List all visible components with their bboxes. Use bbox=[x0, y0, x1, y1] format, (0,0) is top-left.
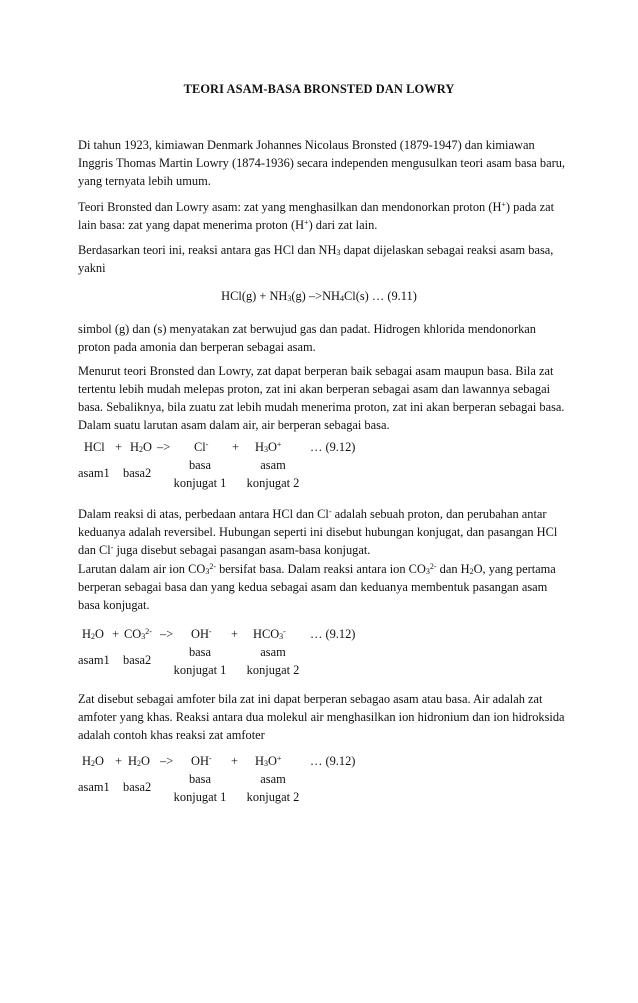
label-asam1: asam1 bbox=[78, 653, 110, 667]
product-2: $H_3O^+$ bbox=[255, 440, 282, 454]
paragraph-amphoteric-roles: Menurut teori Bronsted dan Lowry, zat dapat berperan baik sebagai asam maupun basa. Bila zat tertentu lebih mudah melepas proton, zat ini akan berperan sebagai asam dan lawannya sebagai basa. Sebaliknya, bila zuatu zat lebih mudah menerima proton, zat ini akan berperan sebagai basa. Dalam suatu larutan asam dalam air, air berperan sebagai basa. bbox=[78, 364, 565, 432]
paragraph-definition: Teori Bronsted dan Lowry asam: zat yang menghasilkan dan mendonorkan proton (H+) pada zat lain basa: zat yang dapat menerima proton (H+) dari zat lain. bbox=[78, 200, 555, 232]
label-basa2: basa2 bbox=[123, 780, 152, 794]
reaction-arrow: –> bbox=[157, 440, 171, 454]
reaction-water-carbonate bbox=[78, 625, 498, 679]
reaction-water-autoionization bbox=[78, 752, 498, 806]
label-basa-konjugat-1: basa konjugat 1 bbox=[173, 458, 227, 490]
label-asam-konjugat-2: asam konjugat 2 bbox=[246, 772, 300, 804]
plus-sign: + bbox=[231, 627, 238, 641]
paragraph-intro: Di tahun 1923, kimiawan Denmark Johannes Nicolaus Bronsted (1879-1947) dan kimiawan Inggris Thomas Martin Lowry (1874-1936) secara independen mengusulkan teori asam basa baru, yang ternyata lebih umum. bbox=[78, 138, 565, 188]
document-title: TEORI ASAM-BASA BRONSTED DAN LOWRY bbox=[183, 82, 455, 96]
paragraph-carbonate: Larutan dalam air ion $CO_3^{2-}$ bersifat basa. Dalam reaksi antara ion $CO_3^{2-}$ dan $H_2O$, yang pertama berperan sebagai basa dan yang kedua sebagai asam dan keduanya membentuk pasangan asam basa konjugat. bbox=[78, 562, 556, 612]
reactant-1: $H_2O$ bbox=[82, 754, 104, 768]
product-2: $HCO_3^-$ bbox=[253, 627, 286, 641]
equation-number: … (9.12) bbox=[310, 440, 356, 454]
label-basa2: basa2 bbox=[123, 653, 152, 667]
reactant-2: $H_2O$ bbox=[128, 754, 150, 768]
plus-sign: + bbox=[115, 754, 122, 768]
paragraph-amphoteric: Zat disebut sebagai amfoter bila zat ini dapat berperan sebagao asam atau basa. Air adalah zat amfoter yang khas. Reaksi antara dua molekul air menghasilkan ion hidronium dan ion hidroksida adalah contoh khas reaksi zat amfoter bbox=[78, 692, 565, 742]
paragraph-hcl-nh3: Berdasarkan teori ini, reaksi antara gas HCl dan $NH_3$ dapat dijelaskan sebagai reaksi asam basa, yakni bbox=[78, 243, 554, 275]
label-asam1: asam1 bbox=[78, 780, 110, 794]
reactant-2: $CO_3^{2-}$ bbox=[124, 627, 152, 641]
label-basa-konjugat-1: basa konjugat 1 bbox=[173, 772, 227, 804]
label-asam1: asam1 bbox=[78, 466, 110, 480]
reaction-arrow: –> bbox=[160, 627, 174, 641]
equation-9-11: $HCl(g) + NH_3(g)$ $->NH_4Cl(s)$ … (9.11) bbox=[221, 289, 417, 303]
plus-sign: + bbox=[232, 440, 239, 454]
plus-sign: + bbox=[231, 754, 238, 768]
paragraph-symbols: simbol (g) dan (s) menyatakan zat berwujud gas dan padat. Hidrogen khlorida mendonorkan proton pada amonia dan berperan sebagai asam. bbox=[78, 322, 536, 354]
label-asam-konjugat-2: asam konjugat 2 bbox=[246, 645, 300, 677]
reactant-2: $H_2O$ bbox=[130, 440, 152, 454]
label-basa2: basa2 bbox=[123, 466, 152, 480]
paragraph-conjugate: Dalam reaksi di atas, perbedaan antara HCl dan Cl- adalah sebuah proton, dan perubahan antar keduanya adalah reversibel. Hubungan seperti ini disebut hubungan konjugat, dan pasangan HCl dan Cl- juga disebut sebagai pasangan asam-basa konjugat. bbox=[78, 507, 558, 557]
reactant-1: HCl bbox=[84, 440, 105, 454]
product-1: Cl- bbox=[194, 440, 209, 454]
product-1: OH- bbox=[191, 754, 212, 768]
product-1: OH- bbox=[191, 627, 212, 641]
reactant-1: $H_2O$ bbox=[82, 627, 104, 641]
equation-number: … (9.12) bbox=[310, 627, 356, 641]
label-asam-konjugat-2: asam konjugat 2 bbox=[246, 458, 300, 490]
product-2: $H_3O^+$ bbox=[255, 754, 282, 768]
reaction-arrow: –> bbox=[160, 754, 174, 768]
equation-number: … (9.12) bbox=[310, 754, 356, 768]
plus-sign: + bbox=[112, 627, 119, 641]
label-basa-konjugat-1: basa konjugat 1 bbox=[173, 645, 227, 677]
reaction-hcl-water bbox=[78, 438, 498, 492]
plus-sign: + bbox=[115, 440, 122, 454]
